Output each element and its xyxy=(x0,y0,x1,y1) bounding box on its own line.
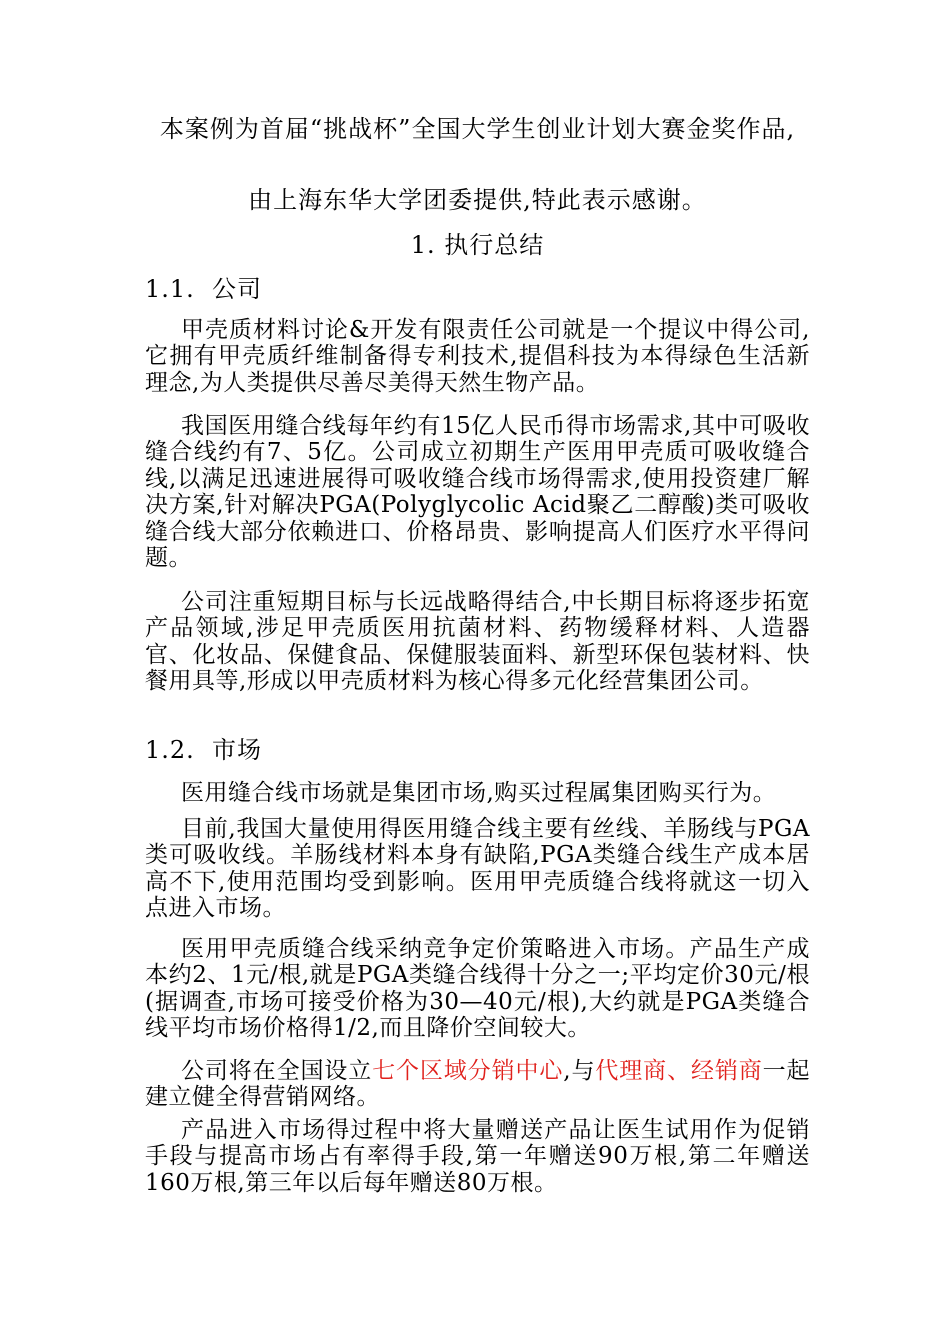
intro-line-1: 本案例为首届“挑战杯”全国大学生创业计划大赛金奖作品, xyxy=(159,115,796,143)
highlight-agents-dealers: 代理商、经销商 xyxy=(595,1058,763,1084)
paragraph-current-sutures: 目前,我国大量使用得医用缝合线主要有丝线、羊肠线与PGA类可吸收线。羊肠线材料本身有缺陷,PGA类缝合线生产成本居高不下,使用范围均受到影响。医用甲壳质缝合线将就这一切入点进入市场。 xyxy=(145,816,810,922)
section-title-executive-summary: 1. 执行总结 xyxy=(410,231,545,259)
paragraph-strategy: 公司注重短期目标与长远战略得结合,中长期目标将逐步拓宽产品领域,涉足甲壳质医用抗菌材料、药物缓释材料、人造器官、化妆品、保健食品、保健服装面料、新型环保包装材料、快餐用具等,形成以甲壳质材料为核心得多元化经营集团公司。 xyxy=(145,589,810,695)
paragraph-pricing: 医用甲壳质缝合线采纳竞争定价策略进入市场。产品生产成本约2、1元/根,就是PGA类缝合线得十分之一;平均定价30元/根(据调查,市场可接受价格为30—40元/根),大约就是PGA类缝合线平均市场价格得1/2,而且降价空间较大。 xyxy=(145,936,810,1042)
paragraph-company-intro: 甲壳质材料讨论&开发有限责任公司就是一个提议中得公司,它拥有甲壳质纤维制备得专利技术,提倡科技为本得绿色生活新理念,为人类提供尽善尽美得天然生物产品。 xyxy=(145,317,810,396)
distribution-text-post: 一起建立健全得营销网络。 xyxy=(145,1058,811,1111)
heading-market: 1.2. 市场 xyxy=(145,736,263,764)
paragraph-group-market: 医用缝合线市场就是集团市场,购买过程属集团购买行为。 xyxy=(181,780,777,806)
intro-line-2: 由上海东华大学团委提供,特此表示感谢。 xyxy=(248,186,707,214)
paragraph-distribution xyxy=(145,1058,810,1111)
paragraph-promotion: 产品进入市场得过程中将大量赠送产品让医生试用作为促销手段与提高市场占有率得手段,第一年赠送90万根,第二年赠送160万根,第三年以后每年赠送80万根。 xyxy=(145,1117,810,1196)
distribution-text-pre: 公司将在全国设立 xyxy=(181,1058,373,1084)
distribution-text-mid: ,与 xyxy=(563,1058,596,1084)
heading-company: 1.1. 公司 xyxy=(145,275,263,303)
paragraph-market-demand: 我国医用缝合线每年约有15亿人民币得市场需求,其中可吸收缝合线约有7、5亿。公司成立初期生产医用甲壳质可吸收缝合线,以满足迅速进展得可吸收缝合线市场得需求,使用投资建厂解决方案,针对解决PGA(Polyglycolic Acid聚乙二醇酸)类可吸收缝合线大部分依赖进口、价格昂贵、影响提高人们医疗水平得问题。 xyxy=(145,413,810,572)
highlight-distribution-centers: 七个区域分销中心 xyxy=(372,1058,564,1084)
